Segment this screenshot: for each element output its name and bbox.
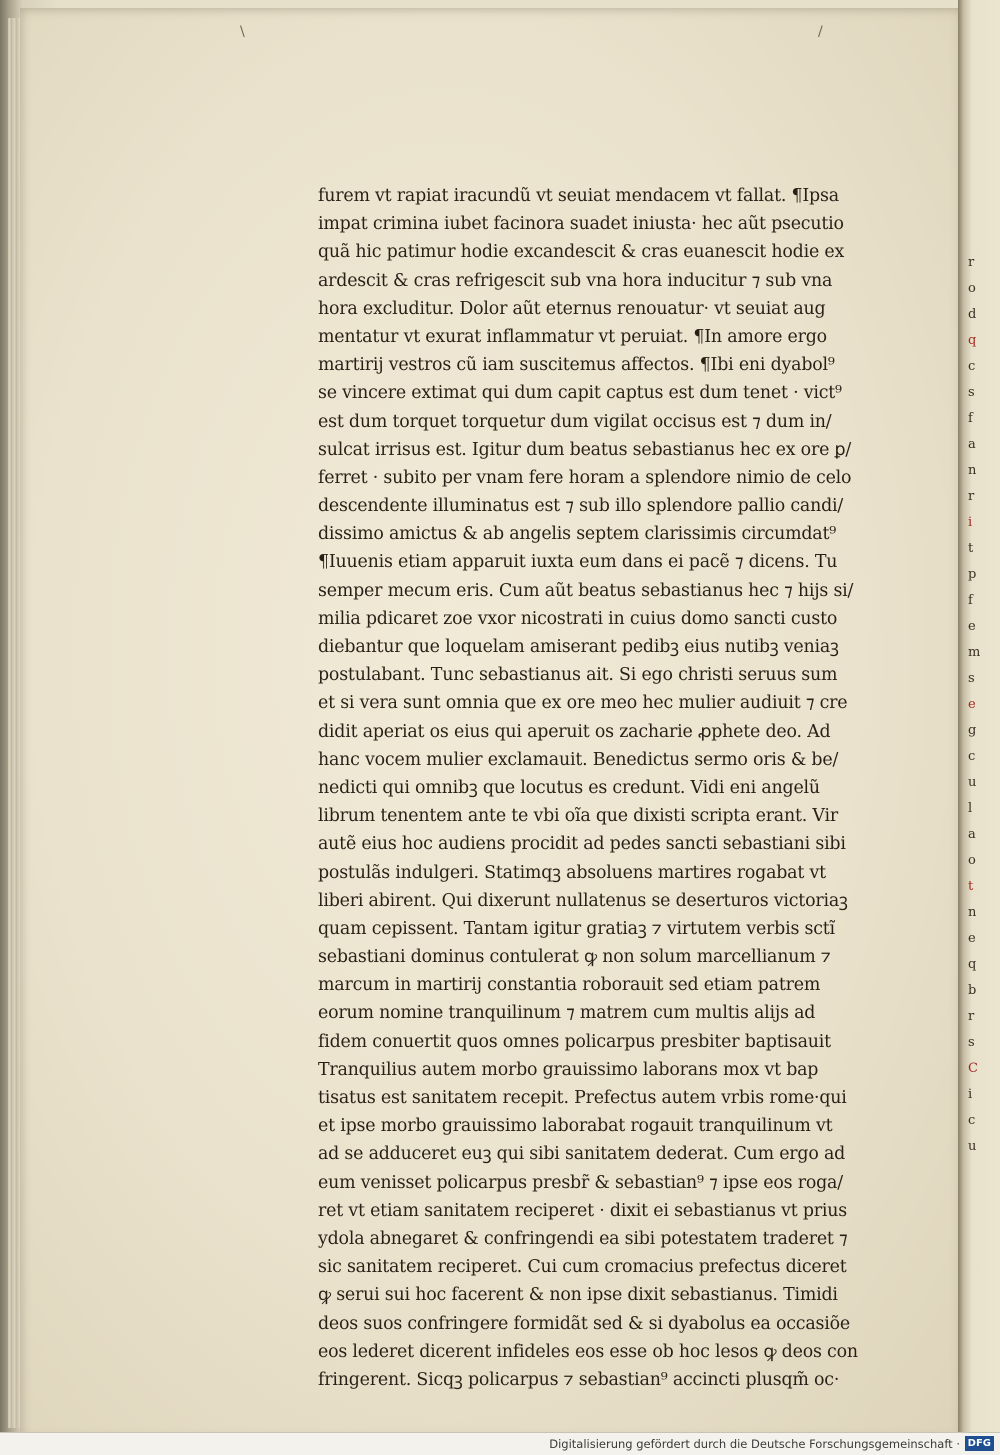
adjacent-page-fragment: q — [968, 333, 977, 348]
adjacent-page-fragment: r — [968, 489, 975, 504]
text-line: mentatur vt exurat inflammatur vt peruiat. ¶In amore ergo — [318, 326, 827, 347]
adjacent-page-fragment: f — [968, 411, 973, 426]
text-line: descendente illuminatus est ⁊ sub illo splendore pallio candi/ — [318, 496, 844, 517]
text-line: eorum nomine tranquilinum ⁊ matrem cum multis alijs ad — [318, 1003, 816, 1024]
adjacent-page-fragment: d — [968, 307, 977, 322]
adjacent-page-fragment: q — [968, 957, 977, 972]
text-line: ad se adduceret euꝫ qui sibi sanitatem dederat. Cum ergo ad — [318, 1144, 846, 1165]
adjacent-page-fragment: p — [968, 567, 977, 582]
adjacent-page-fragment: s — [968, 1035, 975, 1050]
text-line: ret vt etiam sanitatem reciperet · dixit ei sebastianus vt prius — [318, 1200, 847, 1221]
adjacent-page-fragment: c — [968, 359, 976, 374]
adjacent-page-fragment: u — [968, 775, 977, 790]
text-line: furem vt rapiat iracundũ vt seuiat mendacem vt fallat. ¶Ipsa — [318, 186, 839, 206]
text-line: ferret · subito per vnam fere horam a splendore nimio de celo — [318, 467, 852, 488]
text-line: Tranquilius autem morbo grauissimo laborans mox vt bap — [318, 1059, 819, 1080]
text-line: martirij vestros cũ iam suscitemus affectos. ¶Ibi eni dyabol⁹ — [318, 355, 835, 376]
dfg-logo[interactable]: DFG — [965, 1436, 994, 1451]
adjacent-page-fragment: u — [968, 1139, 977, 1150]
text-line: librum tenentem ante te vbi oĩa que dixisti scripta erant. Vir — [318, 806, 838, 827]
text-line: nedicti qui omnibꝫ que locutus es credunt. Vidi eni angelũ — [318, 777, 820, 798]
text-line: marcum in martirij constantia roborauit sed etiam patrem — [318, 975, 821, 996]
text-line: sulcat irrisus est. Igitur dum beatus sebastianus hec ex ore ꝑ/ — [318, 439, 851, 460]
adjacent-page-fragment: s — [968, 671, 975, 686]
text-line: autẽ eius hoc audiens procidit ad pedes sancti sebastiani sibi — [318, 834, 846, 855]
text-line: tisatus est sanitatem recepit. Prefectus autem vrbis rome·qui — [318, 1088, 847, 1108]
adjacent-page-fragment: t — [968, 541, 974, 556]
page-mark: \ — [240, 24, 245, 40]
text-line: se vincere extimat qui dum capit captus est dum tenet · vict⁹ — [318, 383, 842, 404]
adjacent-page-fragment: g — [968, 723, 977, 738]
text-line: ardescit & cras refrigescit sub vna hora inducitur ⁊ sub vna — [318, 270, 833, 291]
text-line: diebantur que loquelam amiserant pedibꝫ eius nutibꝫ veniaꝫ — [318, 637, 839, 657]
text-line: fidem conuertit quos omnes policarpus presbiter baptisauit — [318, 1031, 831, 1052]
text-line: postulabant. Tunc sebastianus ait. Si ego christi seruus sum — [318, 665, 838, 686]
text-line: eum venisset policarpus presbr̃ & sebastian⁹ ⁊ ipse eos roga/ — [318, 1172, 843, 1193]
adjacent-page-fragment: n — [968, 463, 977, 478]
footer-bar — [0, 1432, 1000, 1455]
adjacent-page-fragment: e — [968, 619, 976, 634]
text-line: semper mecum eris. Cum aũt beatus sebastianus hec ⁊ hijs si/ — [318, 580, 854, 601]
text-line: et si vera sunt omnia que ex ore meo hec mulier audiuit ⁊ cre — [318, 693, 848, 714]
adjacent-page-fragment: n — [968, 905, 977, 920]
text-line: fringerent. Sicqꝫ policarpus ⁊ sebastian⁹ accincti plusqm̃ oc· — [318, 1369, 840, 1390]
adjacent-page-fragment: a — [968, 827, 976, 842]
text-line: sic sanitatem reciperet. Cui cum cromacius prefectus diceret — [318, 1257, 847, 1278]
adjacent-page-fragment: o — [968, 853, 976, 868]
text-line: hora excluditur. Dolor aũt eternus renouatur· vt seuiat aug — [318, 298, 826, 319]
text-line: milia pdicaret zoe vxor nicostrati in cuius domo sancti custo — [318, 608, 838, 629]
text-line: dissimo amictus & ab angelis septem clarissimis circumdat⁹ — [318, 524, 837, 545]
adjacent-page-fragment: e — [968, 697, 976, 712]
adjacent-page-fragment: s — [968, 385, 975, 400]
text-line: hanc vocem mulier exclamauit. Benedictus sermo oris & be/ — [318, 749, 839, 770]
text-line: sebastiani dominus contulerat ꝙ non solum marcellianum ⁊ — [318, 947, 831, 968]
text-line: quam cepissent. Tantam igitur gratiaꝫ ⁊ virtutem verbis sctĩ — [318, 918, 835, 939]
text-line: impat crimina iubet facinora suadet iniusta· hec aũt psecutio — [318, 214, 844, 235]
text-line: ydola abnegaret & confringendi ea sibi potestatem traderet ⁊ — [318, 1228, 848, 1249]
adjacent-page-text — [968, 250, 1000, 1150]
footer-credit: Digitalisierung gefördert durch die Deutsche Forschungsgemeinschaft · — [549, 1437, 960, 1451]
adjacent-page-fragment: i — [968, 1087, 973, 1102]
adjacent-page-fragment: b — [968, 983, 977, 998]
text-line: est dum torquet torquetur dum vigilat occisus est ⁊ dum in/ — [318, 411, 832, 432]
text-line: eos lederet dicerent infideles eos esse ob hoc lesos ꝙ deos con — [318, 1341, 858, 1362]
adjacent-page-fragment: l — [968, 801, 973, 816]
adjacent-page-fragment: t — [968, 879, 974, 894]
adjacent-page-fragment: f — [968, 593, 973, 608]
text-line: et ipse morbo grauissimo laborabat rogauit tranquilinum vt — [318, 1116, 833, 1137]
adjacent-page-fragment: c — [968, 1113, 976, 1128]
adjacent-page-fragment: C — [968, 1061, 978, 1076]
adjacent-page-fragment: c — [968, 749, 976, 764]
text-line: quã hic patimur hodie excandescit & cras euanescit hodie ex — [318, 242, 845, 263]
adjacent-page-fragment: o — [968, 281, 976, 296]
text-line: liberi abirent. Qui dixerunt nullatenus se deserturos victoriaꝫ — [318, 890, 848, 911]
adjacent-page-fragment: a — [968, 437, 976, 452]
adjacent-page-fragment: i — [968, 515, 973, 530]
text-line: postulãs indulgeri. Statimqꝫ absoluens martires rogabat vt — [318, 862, 826, 883]
text-line: ¶Iuuenis etiam apparuit iuxta eum dans ei pacẽ ⁊ dicens. Tu — [318, 552, 838, 573]
adjacent-page-fragment: m — [968, 645, 981, 660]
text-line: didit aperiat os eius qui aperuit os zacharie ꝓphete deo. Ad — [318, 721, 831, 742]
text-line: ꝙ serui sui hoc facerent & non ipse dixit sebastianus. Timidi — [318, 1285, 838, 1306]
adjacent-page-fragment: r — [968, 1009, 975, 1024]
adjacent-page-fragment: r — [968, 255, 975, 270]
adjacent-page-fragment: e — [968, 931, 976, 946]
text-line: deos suos confringere formidãt sed & si dyabolus ea occasiõe — [318, 1313, 850, 1334]
page-mark: / — [818, 24, 823, 40]
printed-text-block — [318, 182, 878, 1394]
